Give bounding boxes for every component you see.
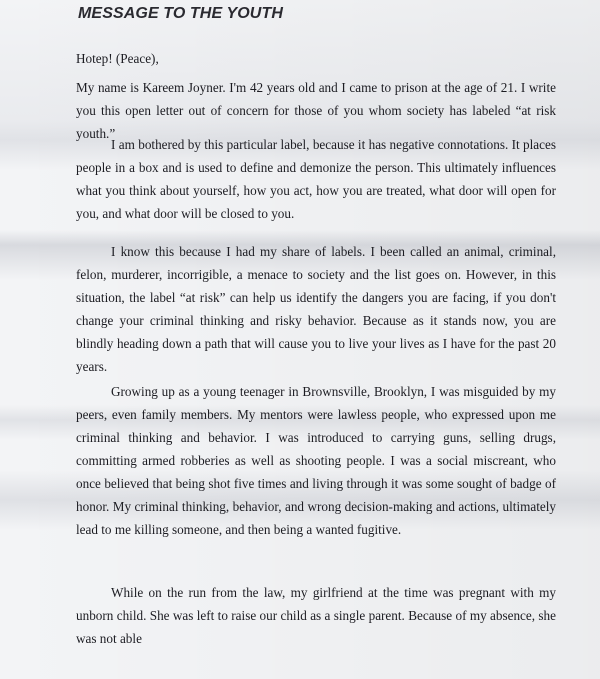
paragraph-label-concern: I am bothered by this particular label, because it has negative connotations. It places people in a box and is used to define and demonize the person. This ultimately influences what you think about yourself, how you act, how you are treated, what door will open for you, and what door will be closed to you.	[76, 137, 556, 221]
paragraph-growing-up: Growing up as a young teenager in Brownsville, Brooklyn, I was misguided by my peers, even family members. My mentors were lawless people, who expressed upon me criminal thinking and behavior. I was introduced to carrying guns, selling drugs, committing armed robberies as well as shooting people. I was a social miscreant, who once believed that being shot five times and living through it was some sought of badge of honor. My criminal thinking, behavior, and wrong decision-making and actions, ultimately lead to me killing someone, and then being a wanted fugitive.	[76, 384, 556, 537]
paragraph-labels: I know this because I had my share of labels. I been called an animal, criminal, felon, murderer, incorrigible, a menace to society and the list goes on. However, in this situation, the label “at risk” can help us identify the dangers you are facing, if you don't change your criminal thinking and risky behavior. Because as it stands now, you are blindly heading down a path that will cause you to live your lives as I have for the past 20 years.	[76, 244, 556, 374]
salutation: Hotep! (Peace),	[76, 51, 159, 66]
paragraph-introduction: My name is Kareem Joyner. I'm 42 years old and I came to prison at the age of 21. I write you this open letter out of concern for those of you whom society has labeled “at risk youth.”	[76, 80, 556, 141]
paragraph-on-the-run: While on the run from the law, my girlfriend at the time was pregnant with my unborn child. She was left to raise our child as a single parent. Because of my absence, she was not able	[76, 585, 556, 646]
page-title: MESSAGE TO THE YOUTH	[78, 5, 283, 22]
